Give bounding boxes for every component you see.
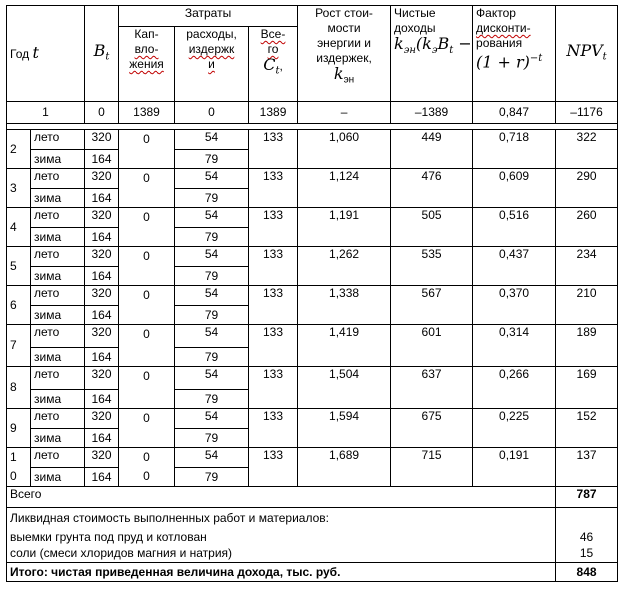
season-winter: зима (31, 429, 85, 448)
total-cell: 133 (249, 247, 298, 286)
discount-cell: 0,370 (473, 286, 556, 325)
discount-cell: 0,314 (473, 325, 556, 367)
capital-cell: 0 (119, 208, 175, 247)
expenses-cell: 54 (175, 169, 249, 189)
growth-cell: 1,124 (298, 169, 391, 208)
salt-label: соли (смеси хлоридов магния и натрия) (7, 546, 556, 563)
soil-label: выемки грунта под пруд и котлован (7, 529, 556, 546)
year-cell: 2 (7, 130, 31, 169)
b-cell: 164 (85, 390, 119, 409)
header-year: Год t (7, 6, 85, 102)
season-summer: лето (31, 409, 85, 429)
season-winter: зима (31, 306, 85, 325)
header-total-cost: Все- го $C_t$, (249, 27, 298, 102)
b-cell: 320 (85, 247, 119, 267)
expenses-cell: 79 (175, 306, 249, 325)
expenses-cell: 79 (175, 429, 249, 448)
table-row-salt (7, 546, 618, 563)
header-costs: Затраты (119, 6, 298, 27)
discount-cell: 0,266 (473, 367, 556, 409)
growth-cell: 1,594 (298, 409, 391, 448)
b-cell: 320 (85, 208, 119, 228)
year-cell: 4 (7, 208, 31, 247)
expenses-cell: 54 (175, 286, 249, 306)
npv-cell: 210 (556, 286, 618, 325)
season-summer: лето (31, 367, 85, 390)
liquid-label: Ликвидная стоимость выполненных работ и материалов: (7, 508, 556, 529)
season-summer: лето (31, 247, 85, 267)
soil-value: 46 (556, 529, 618, 546)
expenses-cell: 54 (175, 208, 249, 228)
growth-cell: 1,689 (298, 448, 391, 487)
table-row-liquid (7, 508, 618, 529)
expenses-cell: 54 (175, 247, 249, 267)
year-cell: 6 (7, 286, 31, 325)
b-cell: 164 (85, 429, 119, 448)
total-cell: 133 (249, 409, 298, 448)
total-cell: 133 (249, 448, 298, 487)
final-value: 848 (556, 563, 618, 582)
expenses-cell: 79 (175, 348, 249, 367)
season-summer: лето (31, 169, 85, 189)
table-row-summer (7, 367, 618, 390)
b-cell: 0 (85, 102, 119, 124)
season-summer: лето (31, 130, 85, 150)
table-row-summer (7, 130, 618, 150)
year-cell: 5 (7, 247, 31, 286)
total-cell: 133 (249, 169, 298, 208)
npv-cell: 152 (556, 409, 618, 448)
year-cell: 3 (7, 169, 31, 208)
total-cell: 133 (249, 208, 298, 247)
capital-cell: 1389 (119, 102, 175, 124)
net-cell: 535 (391, 247, 473, 286)
season-winter: зима (31, 267, 85, 286)
capital-cell: 0 (119, 367, 175, 409)
table-row-summer (7, 325, 618, 348)
year-cell: 7 (7, 325, 31, 367)
growth-cell: 1,262 (298, 247, 391, 286)
capital-cell: 0 (119, 130, 175, 169)
season-winter: зима (31, 348, 85, 367)
expenses-cell: 54 (175, 130, 249, 150)
discount-cell: 0,718 (473, 130, 556, 169)
header-discount-factor: Фактор дисконти- рования $(1 + r)^{-t}$ (473, 6, 556, 102)
expenses-cell: 0 (175, 102, 249, 124)
net-cell: 637 (391, 367, 473, 409)
table-row-final (7, 563, 618, 582)
header-b: $B_t$ (85, 6, 119, 102)
b-cell: 320 (85, 286, 119, 306)
npv-cell: –1176 (556, 102, 618, 124)
total-label: Всего (7, 487, 556, 508)
b-cell: 320 (85, 448, 119, 468)
b-cell: 164 (85, 267, 119, 286)
season-summer: лето (31, 286, 85, 306)
discount-cell: 0,609 (473, 169, 556, 208)
year-cell: 9 (7, 409, 31, 448)
expenses-cell: 54 (175, 448, 249, 468)
capital-cell: 0 (119, 409, 175, 448)
net-cell: 476 (391, 169, 473, 208)
net-cell: 715 (391, 448, 473, 487)
table-row-total (7, 487, 618, 508)
growth-cell: 1,191 (298, 208, 391, 247)
expenses-cell: 54 (175, 367, 249, 390)
total-cell: 133 (249, 130, 298, 169)
table-row-summer (7, 409, 618, 429)
b-cell: 164 (85, 306, 119, 325)
capital-cell: 0 (119, 325, 175, 367)
b-cell: 320 (85, 409, 119, 429)
discount-cell: 0,516 (473, 208, 556, 247)
npv-cell: 290 (556, 169, 618, 208)
header-npv: $NPV_t$ (556, 6, 618, 102)
growth-cell: 1,060 (298, 130, 391, 169)
capital-cell: 0 (119, 247, 175, 286)
total-cell: 133 (249, 286, 298, 325)
total-value: 787 (556, 487, 618, 508)
total-cell: 1389 (249, 102, 298, 124)
net-cell: 505 (391, 208, 473, 247)
npv-cell: 322 (556, 130, 618, 169)
npv-cell: 189 (556, 325, 618, 367)
header-net-income: Чистые доходы $k_{эн}(k_эB_t$ − (391, 6, 473, 102)
b-cell: 320 (85, 169, 119, 189)
growth-cell: 1,419 (298, 325, 391, 367)
expenses-cell: 54 (175, 409, 249, 429)
header-growth: Рост стои- мости энергии и издержек, $k_{эн}$ (298, 6, 391, 102)
season-winter: зима (31, 390, 85, 409)
expenses-cell: 79 (175, 189, 249, 208)
discount-cell: 0,191 (473, 448, 556, 487)
expenses-cell: 79 (175, 390, 249, 409)
b-cell: 320 (85, 367, 119, 390)
capital-cell: 0 (119, 169, 175, 208)
b-cell: 164 (85, 228, 119, 247)
table-row-summer (7, 286, 618, 306)
total-cell: 133 (249, 325, 298, 367)
npv-cell: 169 (556, 367, 618, 409)
b-cell: 320 (85, 325, 119, 348)
season-winter: зима (31, 228, 85, 247)
expenses-cell: 79 (175, 267, 249, 286)
npv-table (6, 5, 618, 582)
b-cell: 164 (85, 348, 119, 367)
year-cell: 1 0 (7, 448, 31, 487)
npv-cell: 137 (556, 448, 618, 487)
b-cell: 164 (85, 468, 119, 487)
discount-cell: 0,847 (473, 102, 556, 124)
expenses-cell: 79 (175, 468, 249, 487)
net-cell: 675 (391, 409, 473, 448)
growth-cell: 1,338 (298, 286, 391, 325)
b-cell: 320 (85, 130, 119, 150)
year-cell: 8 (7, 367, 31, 409)
discount-cell: 0,225 (473, 409, 556, 448)
net-cell: –1389 (391, 102, 473, 124)
header-expenses: расходы, издержк и (175, 27, 249, 102)
table-row-summer (7, 247, 618, 267)
season-winter: зима (31, 468, 85, 487)
liquid-value (556, 508, 618, 529)
b-cell: 164 (85, 189, 119, 208)
discount-cell: 0,437 (473, 247, 556, 286)
expenses-cell: 79 (175, 228, 249, 247)
b-cell: 164 (85, 150, 119, 169)
expenses-cell: 79 (175, 150, 249, 169)
table-row-summer (7, 448, 618, 468)
final-label: Итого: чистая приведенная величина дохода, тыс. руб. (7, 563, 556, 582)
net-cell: 449 (391, 130, 473, 169)
expenses-cell: 54 (175, 325, 249, 348)
net-cell: 567 (391, 286, 473, 325)
table-row-summer (7, 208, 618, 228)
season-winter: зима (31, 150, 85, 169)
season-winter: зима (31, 189, 85, 208)
capital-cell: 0 0 (119, 448, 175, 487)
header-capital: Кап- вло- жения (119, 27, 175, 102)
salt-value: 15 (556, 546, 618, 563)
year-cell: 1 (7, 102, 85, 124)
growth-cell: 1,504 (298, 367, 391, 409)
table-row-summer (7, 169, 618, 189)
table-row-year-1 (7, 102, 618, 124)
total-cell: 133 (249, 367, 298, 409)
table-row-soil (7, 529, 618, 546)
net-cell: 601 (391, 325, 473, 367)
capital-cell: 0 (119, 286, 175, 325)
growth-cell: – (298, 102, 391, 124)
npv-cell: 234 (556, 247, 618, 286)
npv-cell: 260 (556, 208, 618, 247)
season-summer: лето (31, 325, 85, 348)
season-summer: лето (31, 208, 85, 228)
season-summer: лето (31, 448, 85, 468)
